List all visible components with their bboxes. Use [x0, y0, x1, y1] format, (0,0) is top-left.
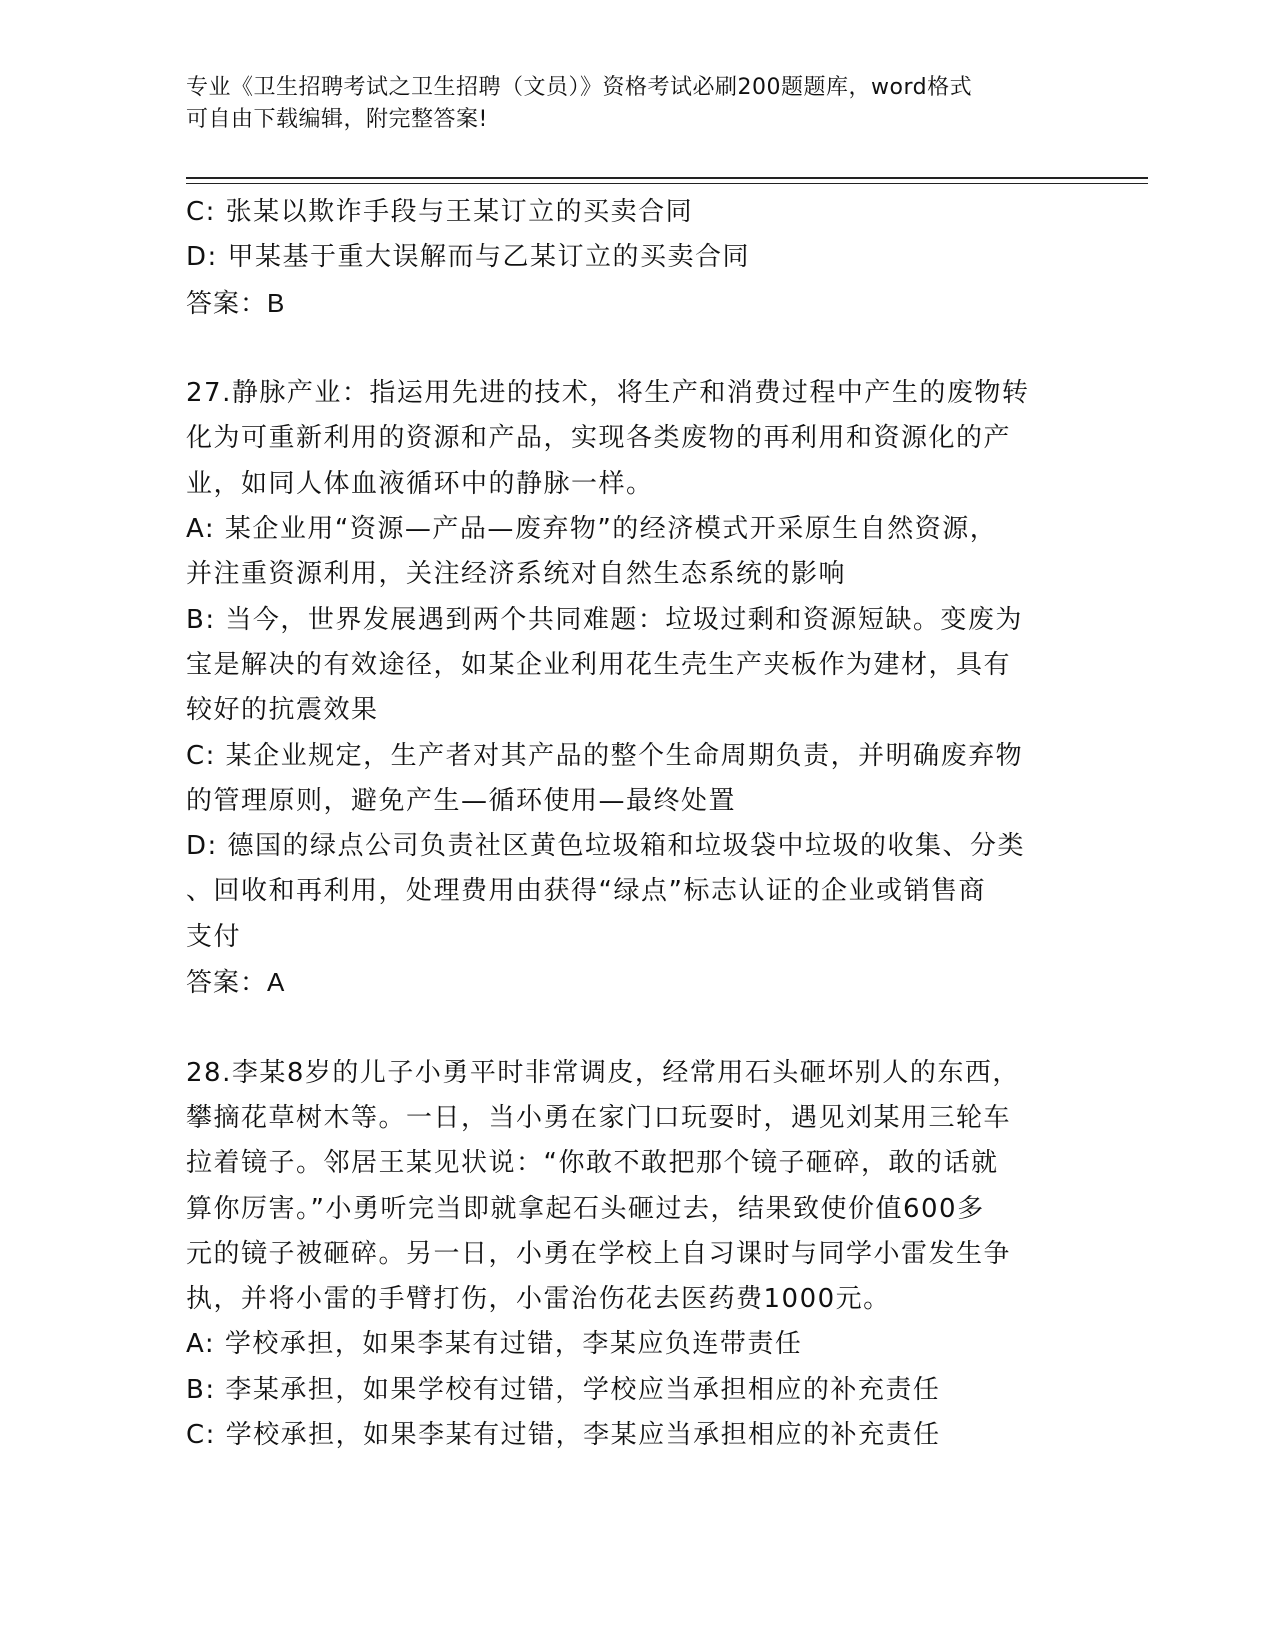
- q28-stem-line: 28.李某8岁的儿子小勇平时非常调皮，经常用石头砸坏别人的东西，: [186, 1057, 1020, 1088]
- q27-answer: 答案：A: [186, 967, 286, 998]
- q26-option-c: C: 张某以欺诈手段与王某订立的买卖合同: [186, 197, 694, 227]
- page-header: [186, 72, 1066, 136]
- q27-option-a: A: 某企业用“资源—产品—废弃物”的经济模式开采原生自然资源，: [186, 514, 998, 545]
- q27-option-d-cont: 、回收和再利用，处理费用由获得“绿点”标志认证的企业或销售商: [186, 876, 986, 907]
- header-line-1: 专业《卫生招聘考试之卫生招聘（文员）》资格考试必刷200题题库，word格式: [186, 75, 973, 100]
- q26-answer: 答案：B: [186, 287, 286, 318]
- q27-stem-line: 27.静脉产业：指运用先进的技术，将生产和消费过程中产生的废物转: [186, 378, 1030, 409]
- q27-option-d-cont: 支付: [186, 921, 242, 952]
- spacer: [186, 326, 1086, 371]
- header-rule-thick: [186, 177, 1148, 179]
- q28-stem-line: 攀摘花草树木等。一日，当小勇在家门口玩耍时，遇见刘某用三轮车: [186, 1102, 1012, 1133]
- question-28: [186, 1051, 1086, 1459]
- q27-option-d: D: 德国的绿点公司负责社区黄色垃圾箱和垃圾袋中垃圾的收集、分类: [186, 831, 1026, 862]
- q27-option-c-cont: 的管理原则，避免产生—循环使用—最终处置: [186, 785, 737, 816]
- q28-stem-line: 算你厉害。”小勇听完当即就拿起石头砸过去，结果致使价值600多: [186, 1193, 985, 1224]
- question-26-tail: [186, 190, 1086, 326]
- header-rule-thin: [186, 183, 1148, 184]
- q27-option-b: B: 当今，世界发展遇到两个共同难题：垃圾过剩和资源短缺。变废为: [186, 604, 1023, 635]
- question-content: [186, 190, 1086, 1458]
- q28-stem-line: 元的镜子被砸碎。另一日，小勇在学校上自习课时与同学小雷发生争: [186, 1238, 1012, 1269]
- q27-stem-line: 化为可重新利用的资源和产品，实现各类废物的再利用和资源化的产: [186, 423, 1012, 454]
- q28-stem-line: 执，并将小雷的手臂打伤，小雷治伤花去医药费1000元。: [186, 1284, 891, 1315]
- q27-option-b-cont: 宝是解决的有效途径，如某企业利用花生壳生产夹板作为建材，具有: [186, 649, 1012, 680]
- q26-option-d: D: 甲某基于重大误解而与乙某订立的买卖合同: [186, 242, 751, 273]
- spacer: [186, 1005, 1086, 1050]
- q28-option-c: C: 学校承担，如果李某有过错，李某应当承担相应的补充责任: [186, 1420, 941, 1451]
- q27-option-c: C: 某企业规定，生产者对其产品的整个生命周期负责，并明确废弃物: [186, 740, 1024, 771]
- question-27: [186, 371, 1086, 1005]
- q27-option-b-cont: 较好的抗震效果: [186, 695, 379, 726]
- q28-option-a: A: 学校承担，如果李某有过错，李某应负连带责任: [186, 1329, 803, 1360]
- q27-option-a-cont: 并注重资源利用，关注经济系统对自然生态系统的影响: [186, 559, 847, 590]
- q28-stem-line: 拉着镜子。邻居王某见状说：“你敢不敢把那个镜子砸碎，敢的话就: [186, 1148, 999, 1179]
- header-line-2: 可自由下载编辑，附完整答案!: [186, 107, 488, 132]
- q27-stem-line: 业，如同人体血液循环中的静脉一样。: [186, 468, 654, 499]
- q28-option-b: B: 李某承担，如果学校有过错，学校应当承担相应的补充责任: [186, 1374, 941, 1405]
